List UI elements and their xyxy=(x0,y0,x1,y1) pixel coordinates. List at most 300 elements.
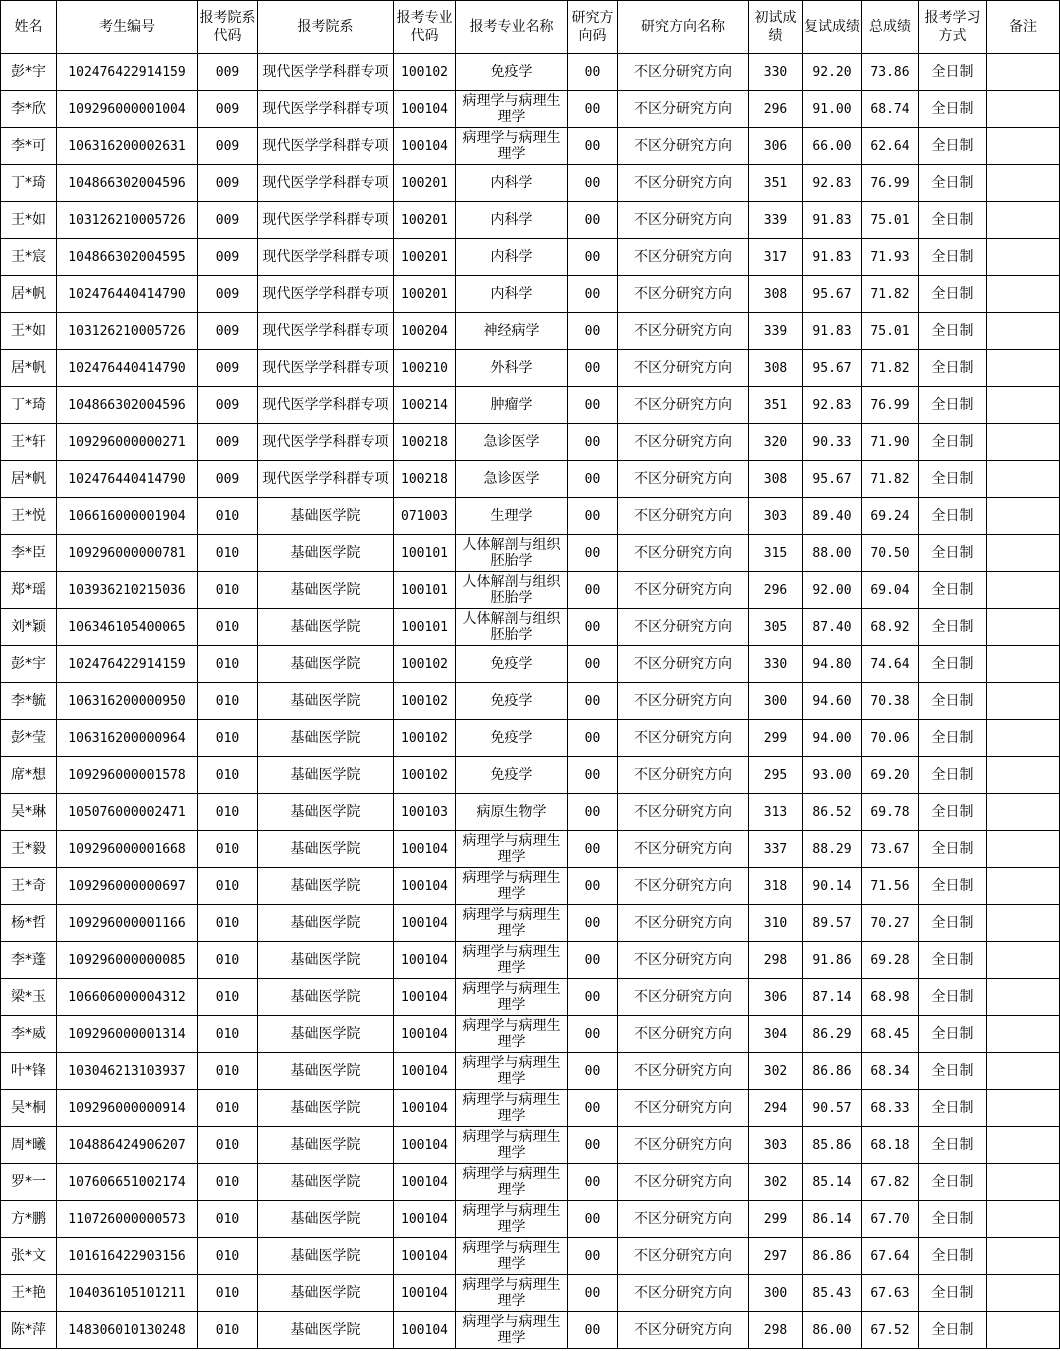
cell-retest-score: 90.57 xyxy=(803,1090,862,1127)
cell-prelim-score: 351 xyxy=(749,165,803,202)
table-row xyxy=(1,1053,1060,1090)
cell-direction-code: 00 xyxy=(568,1312,618,1349)
cell-dept-code: 010 xyxy=(198,831,258,868)
cell-prelim-score: 337 xyxy=(749,831,803,868)
cell-retest-score: 86.14 xyxy=(803,1201,862,1238)
cell-dept: 基础医学院 xyxy=(258,1275,394,1312)
cell-exam-id: 148306010130248 xyxy=(57,1312,198,1349)
cell-major-code: 100104 xyxy=(394,91,456,128)
cell-total-score: 74.64 xyxy=(862,646,919,683)
cell-direction-name: 不区分研究方向 xyxy=(618,683,749,720)
cell-exam-id: 104866302004595 xyxy=(57,239,198,276)
header-retest-score: 复试成绩 xyxy=(803,1,862,54)
cell-dept: 基础医学院 xyxy=(258,646,394,683)
cell-study-mode: 全日制 xyxy=(919,868,987,905)
cell-direction-name: 不区分研究方向 xyxy=(618,1090,749,1127)
table-row xyxy=(1,54,1060,91)
cell-remarks xyxy=(987,535,1060,572)
cell-remarks xyxy=(987,387,1060,424)
cell-retest-score: 92.20 xyxy=(803,54,862,91)
cell-prelim-score: 297 xyxy=(749,1238,803,1275)
cell-remarks xyxy=(987,1053,1060,1090)
cell-total-score: 68.45 xyxy=(862,1016,919,1053)
cell-dept: 现代医学学科群专项 xyxy=(258,276,394,313)
cell-major-code: 100201 xyxy=(394,202,456,239)
cell-exam-id: 103126210005726 xyxy=(57,313,198,350)
cell-major-name: 病理学与病理生理学 xyxy=(456,1275,568,1312)
cell-major-code: 100104 xyxy=(394,1275,456,1312)
cell-major-code: 100214 xyxy=(394,387,456,424)
cell-prelim-score: 313 xyxy=(749,794,803,831)
cell-exam-id: 103936210215036 xyxy=(57,572,198,609)
cell-study-mode: 全日制 xyxy=(919,572,987,609)
cell-dept-code: 009 xyxy=(198,461,258,498)
cell-major-name: 病理学与病理生理学 xyxy=(456,91,568,128)
cell-direction-code: 00 xyxy=(568,1275,618,1312)
cell-major-code: 071003 xyxy=(394,498,456,535)
cell-study-mode: 全日制 xyxy=(919,1053,987,1090)
cell-direction-name: 不区分研究方向 xyxy=(618,498,749,535)
cell-exam-id: 102476422914159 xyxy=(57,54,198,91)
cell-exam-id: 104886424906207 xyxy=(57,1127,198,1164)
cell-name: 丁*琦 xyxy=(1,165,57,202)
cell-direction-name: 不区分研究方向 xyxy=(618,572,749,609)
cell-name: 郑*瑶 xyxy=(1,572,57,609)
cell-remarks xyxy=(987,683,1060,720)
cell-dept-code: 010 xyxy=(198,942,258,979)
cell-prelim-score: 304 xyxy=(749,1016,803,1053)
cell-direction-code: 00 xyxy=(568,239,618,276)
cell-dept: 基础医学院 xyxy=(258,609,394,646)
cell-name: 李*毓 xyxy=(1,683,57,720)
cell-retest-score: 86.00 xyxy=(803,1312,862,1349)
cell-remarks xyxy=(987,942,1060,979)
cell-dept-code: 010 xyxy=(198,720,258,757)
cell-total-score: 73.86 xyxy=(862,54,919,91)
cell-major-name: 外科学 xyxy=(456,350,568,387)
header-dept: 报考院系 xyxy=(258,1,394,54)
cell-name: 刘*颖 xyxy=(1,609,57,646)
cell-total-score: 76.99 xyxy=(862,165,919,202)
cell-retest-score: 91.83 xyxy=(803,202,862,239)
cell-dept: 基础医学院 xyxy=(258,683,394,720)
cell-direction-name: 不区分研究方向 xyxy=(618,905,749,942)
cell-major-name: 病理学与病理生理学 xyxy=(456,905,568,942)
cell-remarks xyxy=(987,202,1060,239)
cell-study-mode: 全日制 xyxy=(919,757,987,794)
cell-name: 王*艳 xyxy=(1,1275,57,1312)
cell-prelim-score: 306 xyxy=(749,128,803,165)
cell-major-code: 100104 xyxy=(394,1016,456,1053)
cell-retest-score: 89.57 xyxy=(803,905,862,942)
cell-direction-name: 不区分研究方向 xyxy=(618,91,749,128)
cell-study-mode: 全日制 xyxy=(919,1238,987,1275)
cell-direction-name: 不区分研究方向 xyxy=(618,202,749,239)
cell-direction-code: 00 xyxy=(568,1238,618,1275)
cell-retest-score: 85.14 xyxy=(803,1164,862,1201)
cell-major-code: 100218 xyxy=(394,424,456,461)
table-row xyxy=(1,128,1060,165)
cell-major-name: 病理学与病理生理学 xyxy=(456,1053,568,1090)
cell-retest-score: 89.40 xyxy=(803,498,862,535)
cell-dept-code: 010 xyxy=(198,1127,258,1164)
table-row xyxy=(1,572,1060,609)
cell-retest-score: 95.67 xyxy=(803,350,862,387)
cell-remarks xyxy=(987,1016,1060,1053)
cell-major-code: 100102 xyxy=(394,757,456,794)
cell-total-score: 71.90 xyxy=(862,424,919,461)
cell-dept-code: 010 xyxy=(198,905,258,942)
cell-study-mode: 全日制 xyxy=(919,461,987,498)
cell-major-code: 100104 xyxy=(394,831,456,868)
cell-direction-code: 00 xyxy=(568,794,618,831)
cell-remarks xyxy=(987,794,1060,831)
cell-direction-name: 不区分研究方向 xyxy=(618,350,749,387)
cell-direction-name: 不区分研究方向 xyxy=(618,609,749,646)
cell-remarks xyxy=(987,313,1060,350)
cell-name: 罗*一 xyxy=(1,1164,57,1201)
cell-retest-score: 85.86 xyxy=(803,1127,862,1164)
cell-total-score: 70.27 xyxy=(862,905,919,942)
cell-name: 杨*哲 xyxy=(1,905,57,942)
cell-direction-code: 00 xyxy=(568,757,618,794)
cell-dept-code: 009 xyxy=(198,350,258,387)
cell-total-score: 69.04 xyxy=(862,572,919,609)
cell-major-code: 100104 xyxy=(394,1053,456,1090)
cell-total-score: 67.52 xyxy=(862,1312,919,1349)
cell-dept-code: 010 xyxy=(198,1016,258,1053)
cell-exam-id: 106316200000964 xyxy=(57,720,198,757)
cell-study-mode: 全日制 xyxy=(919,1312,987,1349)
cell-exam-id: 109296000001166 xyxy=(57,905,198,942)
cell-direction-name: 不区分研究方向 xyxy=(618,942,749,979)
cell-dept: 现代医学学科群专项 xyxy=(258,313,394,350)
cell-name: 王*如 xyxy=(1,313,57,350)
cell-dept-code: 010 xyxy=(198,646,258,683)
cell-exam-id: 109296000000085 xyxy=(57,942,198,979)
cell-major-code: 100104 xyxy=(394,1312,456,1349)
cell-major-name: 病理学与病理生理学 xyxy=(456,1201,568,1238)
cell-remarks xyxy=(987,165,1060,202)
table-header xyxy=(1,1,1060,54)
cell-study-mode: 全日制 xyxy=(919,1164,987,1201)
cell-dept: 基础医学院 xyxy=(258,498,394,535)
cell-study-mode: 全日制 xyxy=(919,1201,987,1238)
cell-total-score: 69.78 xyxy=(862,794,919,831)
cell-study-mode: 全日制 xyxy=(919,498,987,535)
cell-name: 居*帆 xyxy=(1,276,57,313)
cell-exam-id: 109296000000697 xyxy=(57,868,198,905)
cell-prelim-score: 308 xyxy=(749,461,803,498)
cell-retest-score: 86.86 xyxy=(803,1053,862,1090)
cell-major-name: 急诊医学 xyxy=(456,461,568,498)
cell-direction-code: 00 xyxy=(568,868,618,905)
cell-prelim-score: 351 xyxy=(749,387,803,424)
cell-direction-code: 00 xyxy=(568,720,618,757)
cell-dept-code: 010 xyxy=(198,683,258,720)
cell-study-mode: 全日制 xyxy=(919,1127,987,1164)
cell-exam-id: 106316200002631 xyxy=(57,128,198,165)
cell-retest-score: 92.83 xyxy=(803,165,862,202)
cell-direction-code: 00 xyxy=(568,1127,618,1164)
cell-prelim-score: 308 xyxy=(749,350,803,387)
cell-remarks xyxy=(987,1275,1060,1312)
cell-dept-code: 009 xyxy=(198,202,258,239)
cell-retest-score: 94.80 xyxy=(803,646,862,683)
cell-major-name: 免疫学 xyxy=(456,757,568,794)
cell-study-mode: 全日制 xyxy=(919,387,987,424)
cell-total-score: 67.63 xyxy=(862,1275,919,1312)
cell-name: 李*可 xyxy=(1,128,57,165)
cell-dept-code: 010 xyxy=(198,757,258,794)
cell-name: 张*文 xyxy=(1,1238,57,1275)
cell-remarks xyxy=(987,609,1060,646)
cell-dept: 基础医学院 xyxy=(258,720,394,757)
cell-direction-code: 00 xyxy=(568,350,618,387)
cell-direction-code: 00 xyxy=(568,683,618,720)
cell-major-name: 免疫学 xyxy=(456,720,568,757)
cell-study-mode: 全日制 xyxy=(919,202,987,239)
cell-direction-code: 00 xyxy=(568,1053,618,1090)
cell-remarks xyxy=(987,424,1060,461)
cell-dept: 现代医学学科群专项 xyxy=(258,239,394,276)
cell-major-name: 病原生物学 xyxy=(456,794,568,831)
cell-total-score: 71.82 xyxy=(862,276,919,313)
cell-major-code: 100104 xyxy=(394,979,456,1016)
cell-major-name: 免疫学 xyxy=(456,54,568,91)
cell-direction-code: 00 xyxy=(568,54,618,91)
cell-exam-id: 109296000001004 xyxy=(57,91,198,128)
header-remarks: 备注 xyxy=(987,1,1060,54)
cell-dept: 基础医学院 xyxy=(258,1016,394,1053)
cell-retest-score: 86.29 xyxy=(803,1016,862,1053)
cell-prelim-score: 298 xyxy=(749,942,803,979)
cell-major-code: 100201 xyxy=(394,276,456,313)
cell-major-code: 100101 xyxy=(394,535,456,572)
cell-prelim-score: 315 xyxy=(749,535,803,572)
cell-remarks xyxy=(987,720,1060,757)
cell-remarks xyxy=(987,1127,1060,1164)
cell-major-name: 人体解剖与组织胚胎学 xyxy=(456,535,568,572)
cell-direction-code: 00 xyxy=(568,1164,618,1201)
table-row xyxy=(1,461,1060,498)
cell-dept: 基础医学院 xyxy=(258,572,394,609)
cell-retest-score: 86.52 xyxy=(803,794,862,831)
table-row xyxy=(1,535,1060,572)
cell-prelim-score: 295 xyxy=(749,757,803,794)
table-row xyxy=(1,1090,1060,1127)
table-row xyxy=(1,350,1060,387)
cell-retest-score: 88.00 xyxy=(803,535,862,572)
cell-name: 王*奇 xyxy=(1,868,57,905)
cell-major-name: 病理学与病理生理学 xyxy=(456,979,568,1016)
table-row xyxy=(1,1201,1060,1238)
table-row xyxy=(1,1238,1060,1275)
cell-major-code: 100204 xyxy=(394,313,456,350)
cell-retest-score: 94.60 xyxy=(803,683,862,720)
cell-dept: 现代医学学科群专项 xyxy=(258,202,394,239)
cell-major-code: 100101 xyxy=(394,572,456,609)
cell-major-code: 100104 xyxy=(394,1201,456,1238)
cell-direction-name: 不区分研究方向 xyxy=(618,313,749,350)
cell-major-name: 病理学与病理生理学 xyxy=(456,1090,568,1127)
header-prelim-score: 初试成绩 xyxy=(749,1,803,54)
table-row xyxy=(1,91,1060,128)
cell-total-score: 75.01 xyxy=(862,202,919,239)
cell-study-mode: 全日制 xyxy=(919,905,987,942)
cell-total-score: 67.70 xyxy=(862,1201,919,1238)
cell-dept: 基础医学院 xyxy=(258,868,394,905)
cell-major-name: 免疫学 xyxy=(456,683,568,720)
cell-major-code: 100104 xyxy=(394,905,456,942)
cell-dept: 现代医学学科群专项 xyxy=(258,424,394,461)
cell-dept: 基础医学院 xyxy=(258,1312,394,1349)
cell-dept: 基础医学院 xyxy=(258,535,394,572)
header-major-name: 报考专业名称 xyxy=(456,1,568,54)
cell-dept-code: 010 xyxy=(198,1053,258,1090)
cell-remarks xyxy=(987,831,1060,868)
cell-dept-code: 010 xyxy=(198,609,258,646)
cell-direction-name: 不区分研究方向 xyxy=(618,1016,749,1053)
cell-direction-code: 00 xyxy=(568,979,618,1016)
cell-retest-score: 95.67 xyxy=(803,461,862,498)
cell-major-name: 内科学 xyxy=(456,239,568,276)
cell-exam-id: 105076000002471 xyxy=(57,794,198,831)
cell-major-code: 100104 xyxy=(394,1238,456,1275)
cell-dept: 现代医学学科群专项 xyxy=(258,91,394,128)
cell-total-score: 68.18 xyxy=(862,1127,919,1164)
cell-prelim-score: 317 xyxy=(749,239,803,276)
cell-direction-name: 不区分研究方向 xyxy=(618,831,749,868)
cell-exam-id: 102476422914159 xyxy=(57,646,198,683)
cell-remarks xyxy=(987,646,1060,683)
cell-study-mode: 全日制 xyxy=(919,1275,987,1312)
cell-major-name: 人体解剖与组织胚胎学 xyxy=(456,572,568,609)
cell-dept: 基础医学院 xyxy=(258,1238,394,1275)
cell-total-score: 76.99 xyxy=(862,387,919,424)
table-row xyxy=(1,720,1060,757)
cell-direction-name: 不区分研究方向 xyxy=(618,1312,749,1349)
cell-dept-code: 010 xyxy=(198,979,258,1016)
header-total-score: 总成绩 xyxy=(862,1,919,54)
table-row xyxy=(1,757,1060,794)
cell-exam-id: 103126210005726 xyxy=(57,202,198,239)
cell-total-score: 70.06 xyxy=(862,720,919,757)
cell-retest-score: 91.86 xyxy=(803,942,862,979)
cell-dept-code: 010 xyxy=(198,1201,258,1238)
cell-remarks xyxy=(987,979,1060,1016)
cell-remarks xyxy=(987,572,1060,609)
header-dept-code: 报考院系代码 xyxy=(198,1,258,54)
cell-dept-code: 010 xyxy=(198,1238,258,1275)
cell-prelim-score: 296 xyxy=(749,572,803,609)
cell-direction-code: 00 xyxy=(568,91,618,128)
cell-prelim-score: 294 xyxy=(749,1090,803,1127)
table-row xyxy=(1,239,1060,276)
cell-direction-name: 不区分研究方向 xyxy=(618,1238,749,1275)
cell-dept-code: 009 xyxy=(198,276,258,313)
cell-major-name: 免疫学 xyxy=(456,646,568,683)
cell-dept: 基础医学院 xyxy=(258,1090,394,1127)
table-body xyxy=(1,54,1060,1349)
cell-total-score: 68.74 xyxy=(862,91,919,128)
cell-dept: 现代医学学科群专项 xyxy=(258,350,394,387)
cell-study-mode: 全日制 xyxy=(919,276,987,313)
cell-dept-code: 010 xyxy=(198,1090,258,1127)
cell-prelim-score: 339 xyxy=(749,202,803,239)
cell-exam-id: 101616422903156 xyxy=(57,1238,198,1275)
cell-major-name: 病理学与病理生理学 xyxy=(456,1164,568,1201)
cell-retest-score: 92.83 xyxy=(803,387,862,424)
cell-direction-code: 00 xyxy=(568,165,618,202)
cell-direction-name: 不区分研究方向 xyxy=(618,387,749,424)
cell-major-code: 100218 xyxy=(394,461,456,498)
cell-direction-code: 00 xyxy=(568,609,618,646)
cell-retest-score: 87.14 xyxy=(803,979,862,1016)
cell-direction-name: 不区分研究方向 xyxy=(618,868,749,905)
cell-direction-name: 不区分研究方向 xyxy=(618,239,749,276)
table-row xyxy=(1,202,1060,239)
cell-remarks xyxy=(987,1090,1060,1127)
cell-direction-code: 00 xyxy=(568,905,618,942)
cell-major-name: 病理学与病理生理学 xyxy=(456,1016,568,1053)
cell-name: 居*帆 xyxy=(1,350,57,387)
cell-prelim-score: 300 xyxy=(749,1275,803,1312)
cell-major-code: 100104 xyxy=(394,128,456,165)
cell-name: 居*帆 xyxy=(1,461,57,498)
cell-study-mode: 全日制 xyxy=(919,54,987,91)
cell-major-code: 100102 xyxy=(394,683,456,720)
cell-name: 李*欣 xyxy=(1,91,57,128)
cell-prelim-score: 310 xyxy=(749,905,803,942)
table-row xyxy=(1,942,1060,979)
cell-study-mode: 全日制 xyxy=(919,1016,987,1053)
cell-prelim-score: 302 xyxy=(749,1053,803,1090)
cell-direction-code: 00 xyxy=(568,535,618,572)
cell-major-code: 100102 xyxy=(394,720,456,757)
table-row xyxy=(1,794,1060,831)
cell-direction-name: 不区分研究方向 xyxy=(618,646,749,683)
cell-name: 彭*宇 xyxy=(1,54,57,91)
cell-exam-id: 102476440414790 xyxy=(57,461,198,498)
cell-retest-score: 94.00 xyxy=(803,720,862,757)
cell-prelim-score: 302 xyxy=(749,1164,803,1201)
table-row xyxy=(1,979,1060,1016)
cell-prelim-score: 299 xyxy=(749,720,803,757)
cell-prelim-score: 339 xyxy=(749,313,803,350)
cell-remarks xyxy=(987,498,1060,535)
cell-total-score: 71.93 xyxy=(862,239,919,276)
cell-direction-name: 不区分研究方向 xyxy=(618,720,749,757)
cell-prelim-score: 330 xyxy=(749,54,803,91)
cell-total-score: 73.67 xyxy=(862,831,919,868)
cell-direction-code: 00 xyxy=(568,461,618,498)
cell-exam-id: 109296000001314 xyxy=(57,1016,198,1053)
cell-prelim-score: 299 xyxy=(749,1201,803,1238)
cell-major-name: 急诊医学 xyxy=(456,424,568,461)
cell-dept-code: 009 xyxy=(198,165,258,202)
cell-prelim-score: 305 xyxy=(749,609,803,646)
cell-exam-id: 109296000000781 xyxy=(57,535,198,572)
cell-retest-score: 93.00 xyxy=(803,757,862,794)
cell-total-score: 68.98 xyxy=(862,979,919,1016)
cell-major-code: 100103 xyxy=(394,794,456,831)
cell-total-score: 70.50 xyxy=(862,535,919,572)
cell-study-mode: 全日制 xyxy=(919,424,987,461)
cell-major-code: 100104 xyxy=(394,942,456,979)
cell-study-mode: 全日制 xyxy=(919,165,987,202)
cell-dept-code: 009 xyxy=(198,91,258,128)
